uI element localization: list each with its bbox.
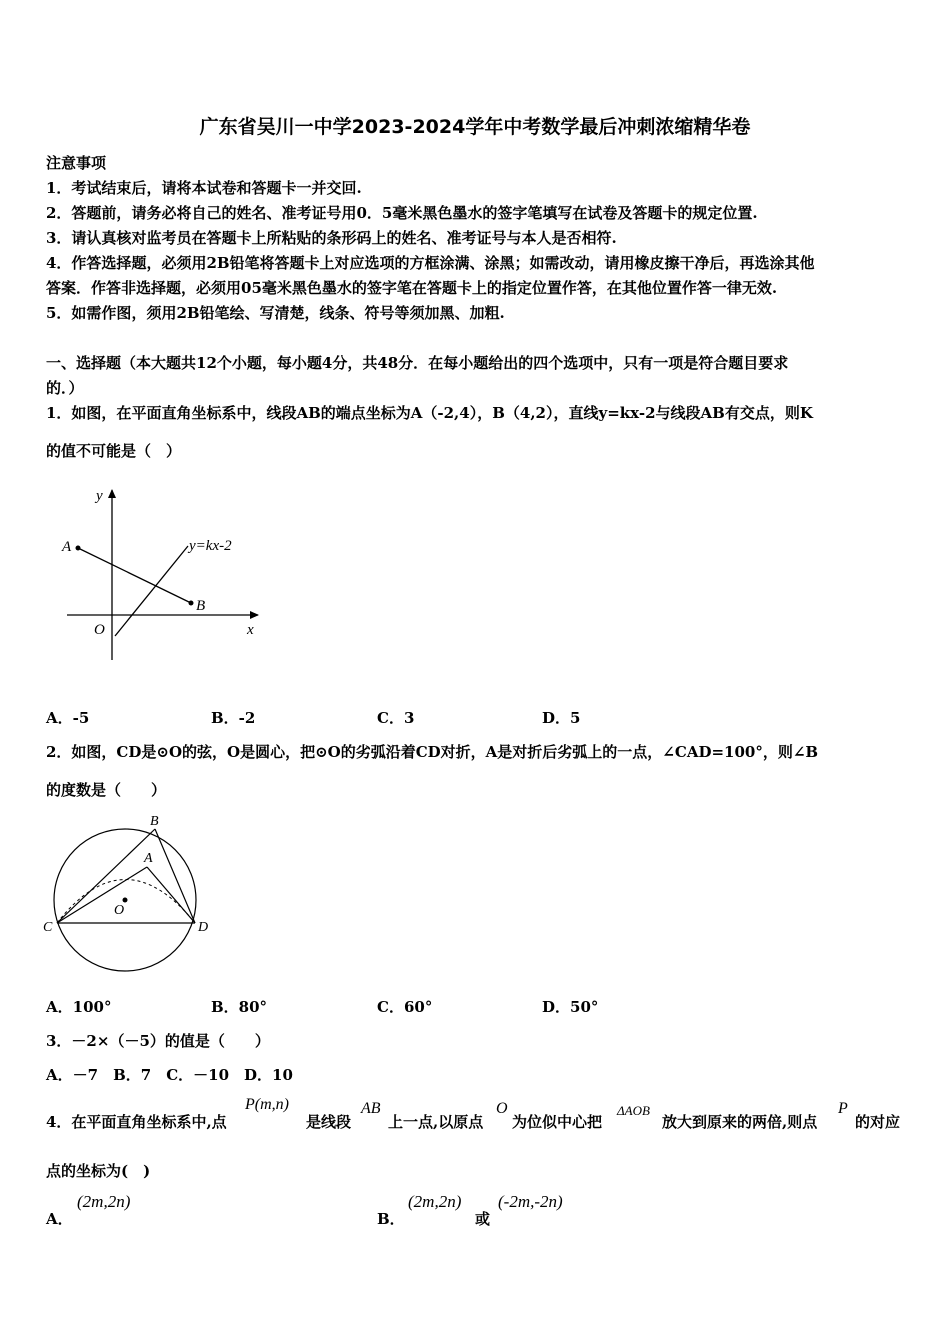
q4-math-p2: P: [838, 1100, 848, 1117]
q2-stem-cont: 的度数是（ ）: [46, 781, 167, 799]
segment-bd: [155, 829, 195, 923]
q3-stem: 3．－2×（－5）的值是（ ）: [46, 1032, 270, 1050]
label-c: C: [43, 920, 53, 935]
q1-graph: [55, 478, 270, 668]
notice-item: 答案．作答非选择题，必须用05毫米黑色墨水的签字笔在答题卡上的指定位置作答，在其他位置作答一律无效.: [46, 279, 778, 297]
label-o: O: [114, 903, 125, 918]
section-heading: 一、选择题（本大题共12个小题，每小题4分，共48分．在每小题给出的四个选项中，只有一项是符合题目要求: [46, 354, 789, 372]
q4-math-p: P(m,n): [245, 1096, 289, 1113]
q4-stem-part: 4．在平面直角坐标系中,点: [46, 1113, 227, 1131]
label-d: D: [198, 920, 209, 935]
q4-stem-part: 为位似中心把: [512, 1113, 603, 1131]
point-a-label: A: [62, 539, 72, 555]
notice-heading: 注意事项: [46, 154, 107, 172]
notice-item: 3．请认真核对监考员在答题卡上所粘贴的条形码上的姓名、准考证号与本人是否相符.: [46, 229, 617, 247]
section-heading-cont: 的．）: [46, 379, 84, 397]
notice-item: 1．考试结束后，请将本试卷和答题卡一并交回.: [46, 179, 362, 197]
q4-stem-part: 放大到原来的两倍,则点: [662, 1113, 818, 1131]
q1-option-b[interactable]: B．-2: [211, 709, 256, 727]
q1-option-c[interactable]: C．3: [377, 709, 415, 727]
q4-math-ab: AB: [361, 1100, 381, 1117]
q4-option-a-label[interactable]: A．: [46, 1210, 73, 1228]
q2-circle-figure: [40, 810, 220, 980]
q1-option-a[interactable]: A．-5: [46, 709, 90, 727]
q4-stem-cont: 点的坐标为( ): [46, 1162, 151, 1180]
center-o: [123, 898, 128, 903]
point-a: [76, 546, 81, 551]
segment-cb: [57, 829, 155, 923]
q4-stem-part: 的对应: [855, 1113, 901, 1131]
q3-options[interactable]: A．－7 B．7 C．－10 D．10: [46, 1066, 293, 1084]
q4-math-triangle: ΔAOB: [617, 1103, 650, 1118]
notice-item: 4．作答选择题，必须用2B铅笔将答题卡上对应选项的方框涂满、涂黑；如需改动，请用橡皮擦干净后，再选涂其他: [46, 254, 815, 272]
label-a: A: [144, 851, 153, 866]
point-b: [189, 601, 194, 606]
label-b: B: [150, 814, 159, 829]
q1-option-d[interactable]: D．5: [542, 709, 581, 727]
y-axis-label: y: [96, 488, 103, 504]
q2-option-d[interactable]: D．50°: [542, 998, 599, 1016]
point-b-label: B: [196, 598, 206, 614]
q4-option-b-or: 或: [475, 1210, 491, 1228]
q1-stem: 1．如图，在平面直角坐标系中，线段AB的端点坐标为A（-2,4），B（4,2），直线y=kx-2与线段AB有交点，则K: [46, 404, 813, 422]
q2-option-c[interactable]: C．60°: [377, 998, 433, 1016]
q2-stem: 2．如图，CD是⊙O的弦，O是圆心，把⊙O的劣弧沿着CD对折，A是对折后劣弧上的一点，∠CAD=100°，则∠B: [46, 743, 819, 761]
notice-item: 2．答题前，请务必将自己的姓名、准考证号用0．5毫米黑色墨水的签字笔填写在试卷及答题卡的规定位置.: [46, 204, 758, 222]
segment-ad: [147, 867, 195, 923]
q4-math-o: O: [496, 1100, 508, 1117]
page-title: 广东省吴川一中学2023-2024学年中考数学最后冲刺浓缩精华卷: [199, 116, 751, 138]
q4-option-a-math: (2m,2n): [77, 1192, 131, 1211]
q4-stem-part: 是线段: [306, 1113, 352, 1131]
q4-option-b-label[interactable]: B．: [377, 1210, 405, 1228]
q4-stem-part: 上一点,以原点: [388, 1113, 484, 1131]
q1-stem-cont: 的值不可能是（ ）: [46, 442, 182, 460]
q4-option-b-math2: (-2m,-2n): [498, 1192, 563, 1211]
x-axis-label: x: [247, 622, 254, 638]
line-label: y=kx-2: [189, 538, 232, 554]
segment-ca: [57, 867, 147, 923]
origin-label: O: [94, 622, 105, 638]
segment-ab: [78, 548, 191, 603]
line-y-kx-2: [115, 546, 188, 636]
q2-option-a[interactable]: A．100°: [46, 998, 112, 1016]
notice-item: 5．如需作图，须用2B铅笔绘、写清楚，线条、符号等须加黑、加粗.: [46, 304, 505, 322]
q4-option-b-math1: (2m,2n): [408, 1192, 462, 1211]
q2-option-b[interactable]: B．80°: [211, 998, 268, 1016]
